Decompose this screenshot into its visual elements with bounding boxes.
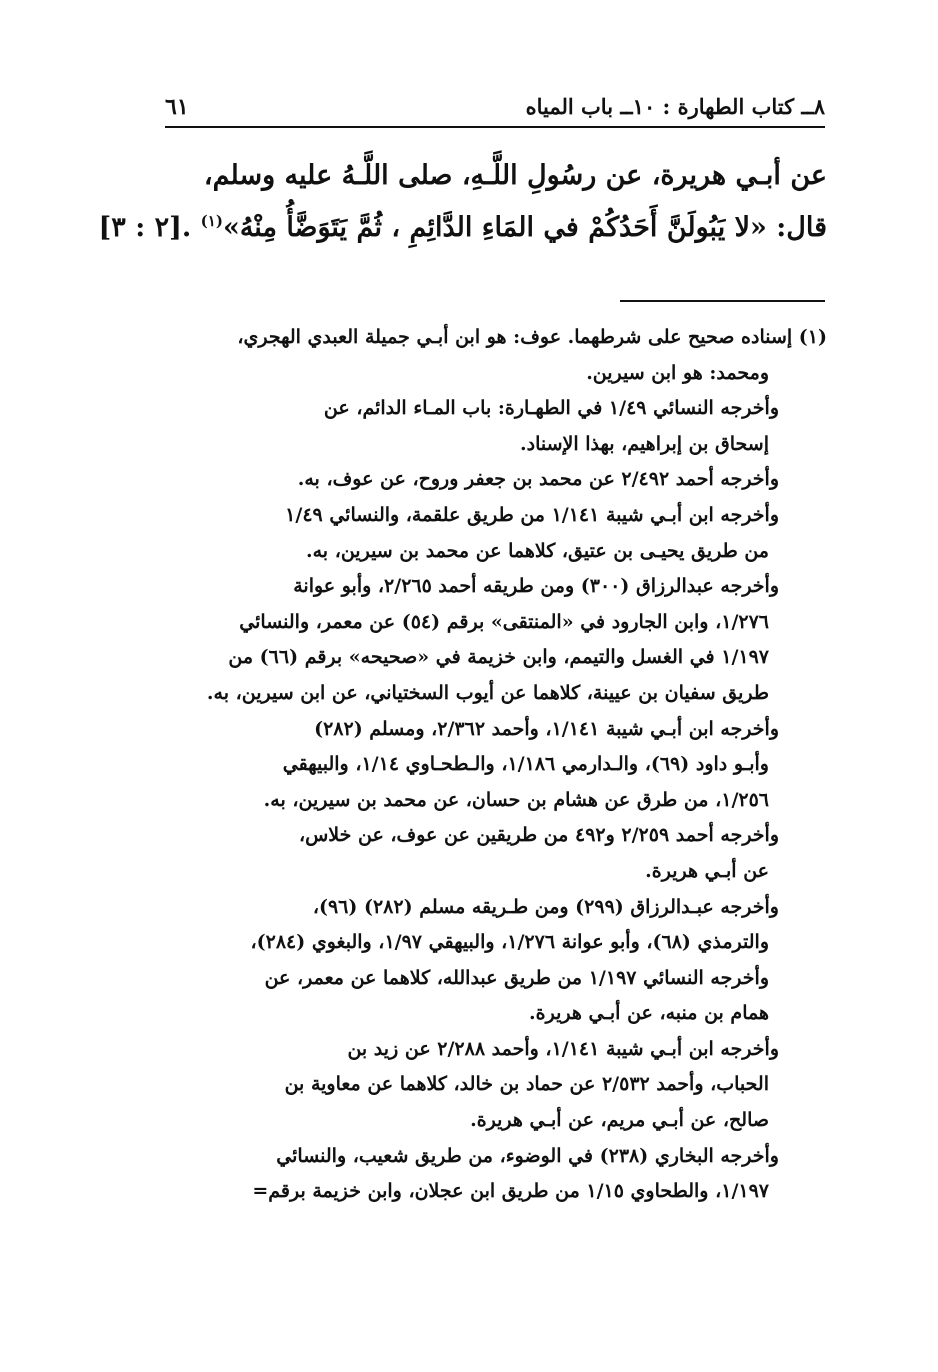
hadith-line	[98, 202, 827, 254]
running-header	[165, 92, 825, 128]
footnote-line: وأبـو داود (٦٩)، والـدارمي ١/١٨٦، والـطحـاوي ١/١٤، والبيهقي	[282, 753, 769, 776]
footnote-line: وأخرجه عبـدالرزاق (٢٩٩) ومن طـريقه مسلم (٢٨٢) (٩٦)،	[312, 895, 779, 918]
footnote-line: ١/١٩٧، والطحاوي ١/١٥ من طريق ابن عجلان، وابن خزيمة برقم=	[252, 1180, 769, 1203]
footnote-line: وأخرجه ابن أبـي شيبة ١/١٤١ من طريق علقمة، والنسائي ١/٤٩	[285, 503, 779, 526]
footnote-line: وأخرجه النسائي ١/١٩٧ من طريق عبدالله، كلاهما عن معمر، عن	[264, 966, 769, 989]
footnote-line: (١) إسناده صحيح على شرطهما. عوف: هو ابن أبـي جميلة العبدي الهجري،	[237, 326, 827, 348]
footnote-separator	[620, 300, 825, 302]
footnote-line: ومحمد: هو ابن سيرين.	[586, 361, 769, 384]
footnote-line: وأخرجه النسائي ١/٤٩ في الطهـارة: باب المـاء الدائم، عن	[323, 397, 779, 420]
footnote-line: ١/٢٥٦، من طرق عن هشام بن حسان، عن محمد بن سيرين، به.	[263, 788, 769, 811]
footnote-line: الحباب، وأحمد ٢/٥٣٢ عن حماد بن خالد، كلاهما عن معاوية بن	[284, 1073, 769, 1096]
hadith-text	[98, 150, 827, 254]
footnote-marker: (١)	[200, 212, 223, 230]
footnote-line: إسحاق بن إبراهيم، بهذا الإسناد.	[520, 432, 769, 455]
footnote-line: عن أبـي هريرة.	[645, 859, 769, 882]
hadith-line: عن أبـي هريرة، عن رسُولِ اللَّـهِ، صلى اللَّـهُ عليه وسلم،	[203, 160, 827, 191]
hadith-reference: .[٢ : ٣]	[98, 212, 201, 243]
chapter-title: ٨ــ كتاب الطهارة : ١٠ــ باب المياه	[525, 94, 825, 119]
hadith-quote: قال: «لا يَبُولَنَّ أَحَدُكُمْ في المَاءِ الدَّائِمِ ، ثُمَّ يَتَوَضَّأُ مِنْهُ»	[222, 212, 827, 243]
footnote-line: وأخرجه ابن أبـي شيبة ١/١٤١، وأحمد ٢/٣٦٢، ومسلم (٢٨٢)	[314, 717, 779, 740]
footnote-line: ١/٢٧٦، وابن الجارود في «المنتقى» برقم (٥٤) عن معمر، والنسائي	[239, 610, 769, 633]
footnote-line: همام بن منبه، عن أبـي هريرة.	[529, 1002, 769, 1025]
footnote-line: من طريق يحيـى بن عتيق، كلاهما عن محمد بن سيرين، به.	[306, 539, 769, 562]
footnote-line: وأخرجه عبدالرزاق (٣٠٠) ومن طريقه أحمد ٢/٢٦٥، وأبو عوانة	[293, 575, 779, 598]
footnote-line: وأخرجه ابن أبـي شيبة ١/١٤١، وأحمد ٢/٢٨٨ عن زيد بن	[347, 1037, 779, 1060]
footnote-line: والترمذي (٦٨)، وأبو عوانة ١/٢٧٦، والبيهقي ١/٩٧، والبغوي (٢٨٤)،	[250, 931, 769, 954]
footnote-line: وأخرجه أحمد ٢/٢٥٩ و٤٩٢ من طريقين عن عوف، عن خلاس،	[298, 824, 779, 847]
footnote-line: طريق سفيان بن عيينة، كلاهما عن أيوب السختياني، عن ابن سيرين، به.	[206, 681, 769, 704]
footnote-line: ١/١٩٧ في الغسل والتيمم، وابن خزيمة في «صحيحه» برقم (٦٦) من	[228, 646, 769, 669]
footnotes	[165, 320, 827, 1210]
footnote-line: صالح، عن أبـي مريم، عن أبـي هريرة.	[470, 1109, 769, 1132]
footnote-line: وأخرجه أحمد ٢/٤٩٢ عن محمد بن جعفر وروح، عن عوف، به.	[297, 468, 779, 491]
footnote-line: وأخرجه البخاري (٢٣٨) في الوضوء، من طريق شعيب، والنسائي	[276, 1144, 779, 1167]
page-number: ٦١	[165, 94, 189, 120]
